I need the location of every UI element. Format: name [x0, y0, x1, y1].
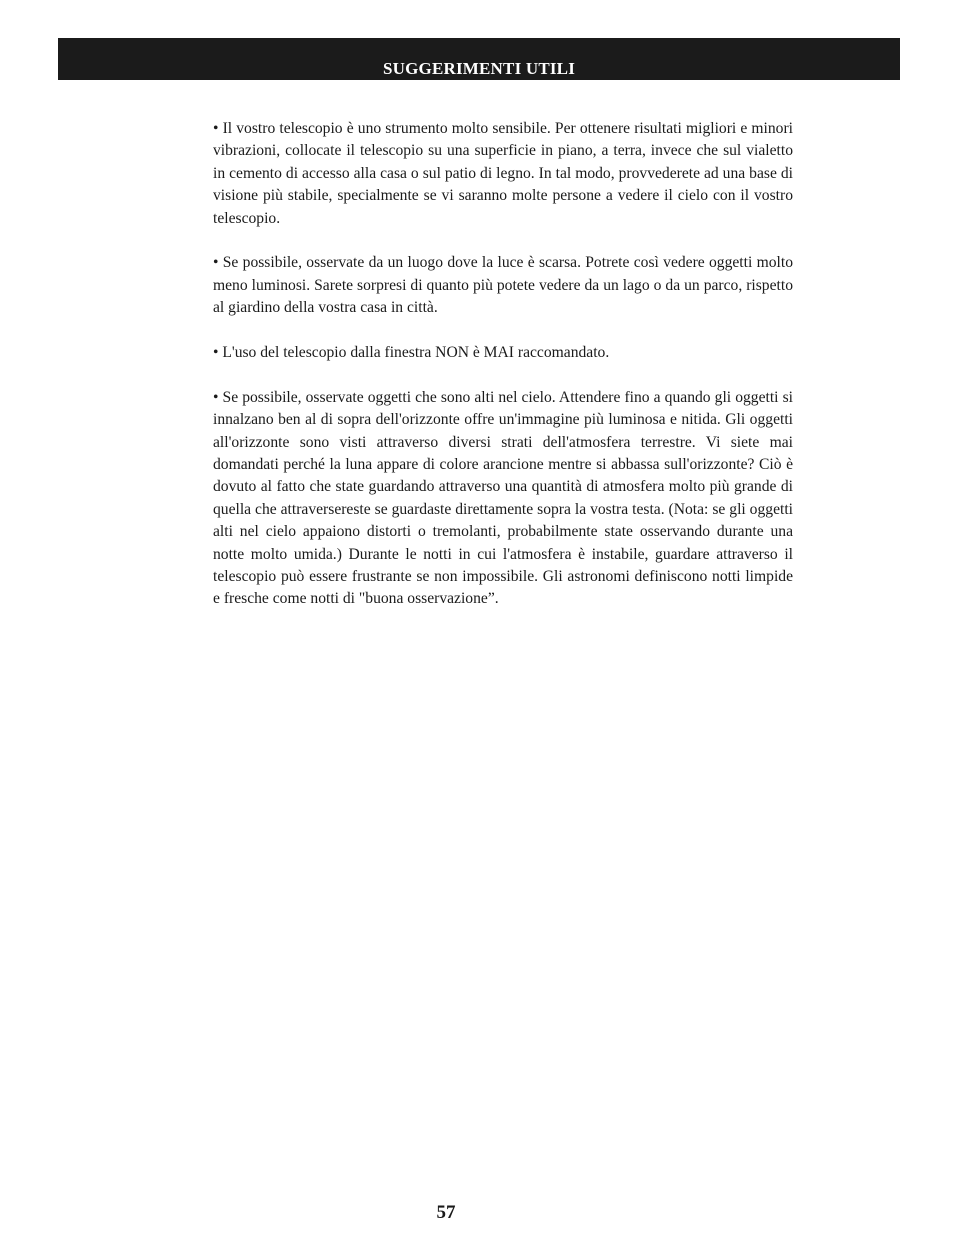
- tips-content: [213, 118, 793, 633]
- tip-paragraph: • Se possibile, osservate oggetti che sono alti nel cielo. Attendere fino a quando gli oggetti si innalzano ben al di sopra dell'orizzonte offre un'immagine più luminosa e nitida. Gli oggetti all'orizzonte sono visti attraverso diversi strati dell'atmosfera terrestre. Vi siete mai domandati perché la luna appare di colore arancione mentre si abbassa sull'orizzonte? Ciò è dovuto al fatto che state guardando attraverso una quantità di atmosfera molto più grande di quella che attraversereste se guardaste direttamente sopra la vostra testa. (Nota: se gli oggetti alti nel cielo appaiono distorti o tremolanti, probabilmente state osservando durante una notte molto umida.) Durante le notti in cui l'atmosfera è instabile, guardare attraverso il telescopio può essere frustrante se non impossibile. Gli astronomi definiscono notti limpide e fresche come notti di "buona osservazione”.: [213, 388, 793, 608]
- page-number: 57: [436, 1202, 456, 1223]
- section-header-bar: [58, 38, 900, 80]
- section-title: SUGGERIMENTI UTILI: [382, 59, 576, 78]
- tip-paragraph: • Il vostro telescopio è uno strumento molto sensibile. Per ottenere risultati migliori e minori vibrazioni, collocate il telescopio su una superficie in piano, a terra, invece che sul vialetto in cemento di accesso alla casa o sul patio di legno. In tal modo, provvederete ad una base di visione più stabile, specialmente se vi saranno molte persone a vedere il cielo con il vostro telescopio.: [213, 120, 793, 227]
- tip-paragraph: • Se possibile, osservate da un luogo dove la luce è scarsa. Potrete così vedere oggetti molto meno luminosi. Sarete sorpresi di quanto più potete vedere da un lago o da un parco, rispetto al giardino della vostra casa in città.: [213, 254, 793, 317]
- tip-paragraph: • L'uso del telescopio dalla finestra NON è MAI raccomandato.: [213, 344, 610, 362]
